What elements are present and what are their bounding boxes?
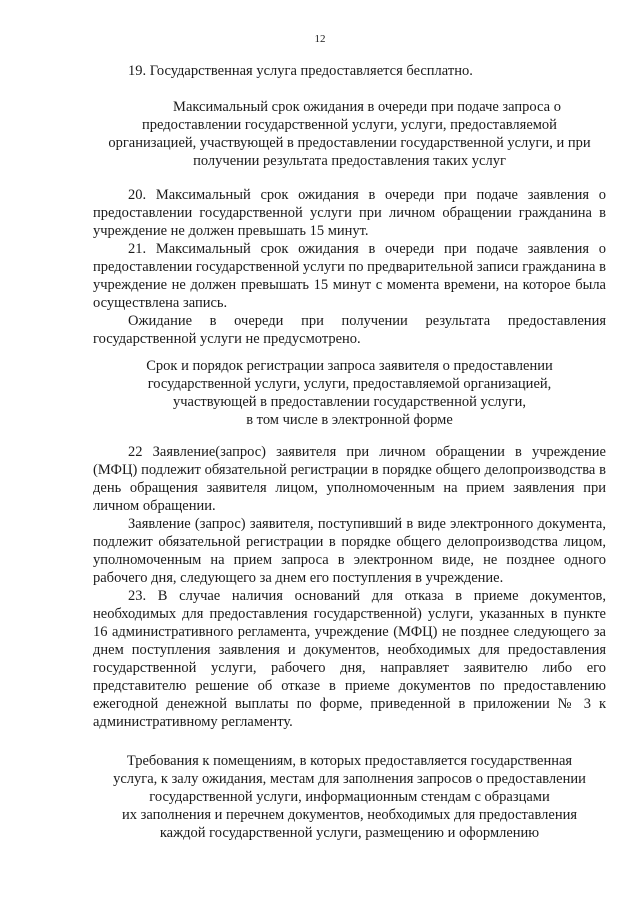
paragraph-wait-result: Ожидание в очереди при получении результата предоставления государственной услуги не предусмотрено. — [93, 313, 606, 347]
heading-line: получении результата предоставления таких услуг — [193, 153, 506, 169]
page-number: 12 — [314, 33, 326, 45]
heading-line: каждой государственной услуги, размещению и оформлению — [159, 825, 540, 841]
paragraph-19: 19. Государственная услуга предоставляется бесплатно. — [128, 63, 473, 79]
heading-line: их заполнения и перечнем документов, необходимых для предоставления — [121, 807, 578, 823]
heading-line: Максимальный срок ожидания в очереди при подаче запроса о — [173, 99, 561, 115]
heading-line: Требования к помещениям, в которых предоставляется государственная — [126, 753, 573, 769]
paragraph-20: 20. Максимальный срок ожидания в очереди при подаче заявления о предоставлении государственной услуги при личном обращении гражданина в учреждение не должен превышать 15 минут. — [93, 187, 606, 239]
section-heading-premises — [93, 752, 606, 842]
section-heading-waiting-time — [93, 98, 606, 170]
paragraph-21: 21. Максимальный срок ожидания в очереди при подаче заявления о предоставлении государственной услуги по предварительной записи гражданина в учреждение не должен превышать 15 минут с момента времени, на которое была осуществлена запись. — [93, 241, 606, 311]
paragraph-23: 23. В случае наличия оснований для отказа в приеме документов, необходимых для предоставления государственной) услуги, указанных в пункте 16 административного регламента, учреждение (МФЦ) не позднее следующего за днем поступления заявления и документов, необходимых для предоставления государственной услуги, рабочего дня, направляет заявителю либо его представителю решение об отказе в приеме документов по предоставлению ежегодной денежной выплаты по форме, приведенной в приложении № 3 к административному регламенту. — [93, 588, 606, 730]
heading-line: организацией, участвующей в предоставлении государственной услуги, и при — [108, 135, 591, 151]
heading-line: услуга, к залу ожидания, местам для заполнения запросов о предоставлении — [113, 771, 586, 787]
heading-line: Срок и порядок регистрации запроса заявителя о предоставлении — [146, 358, 553, 374]
heading-line: в том числе в электронной форме — [246, 412, 453, 428]
registration-paragraphs — [93, 443, 606, 731]
heading-line: участвующей в предоставлении государственной услуги, — [173, 394, 526, 410]
waiting-time-paragraphs — [93, 186, 606, 348]
paragraph-22: 22 Заявление(запрос) заявителя при личном обращении в учреждение (МФЦ) подлежит обязательной регистрации в порядке общего делопроизводства в день обращения заявителя лицом, уполномоченным на прием заявления при личном обращении. — [93, 444, 606, 514]
heading-line: государственной услуги, информационным стендам с образцами — [149, 789, 550, 805]
heading-line: государственной услуги, услуги, предоставляемой организацией, — [147, 376, 552, 392]
heading-line: предоставлении государственной услуги, услуги, предоставляемой — [142, 117, 557, 133]
section-heading-registration — [93, 357, 606, 429]
paragraph-electronic: Заявление (запрос) заявителя, поступивший в виде электронного документа, подлежит обязательной регистрации в порядке общего делопроизводства лицом, уполномоченным на прием запроса в электронном виде, не позднее одного рабочего дня, следующего за днем его поступления в учреждение. — [93, 516, 606, 586]
